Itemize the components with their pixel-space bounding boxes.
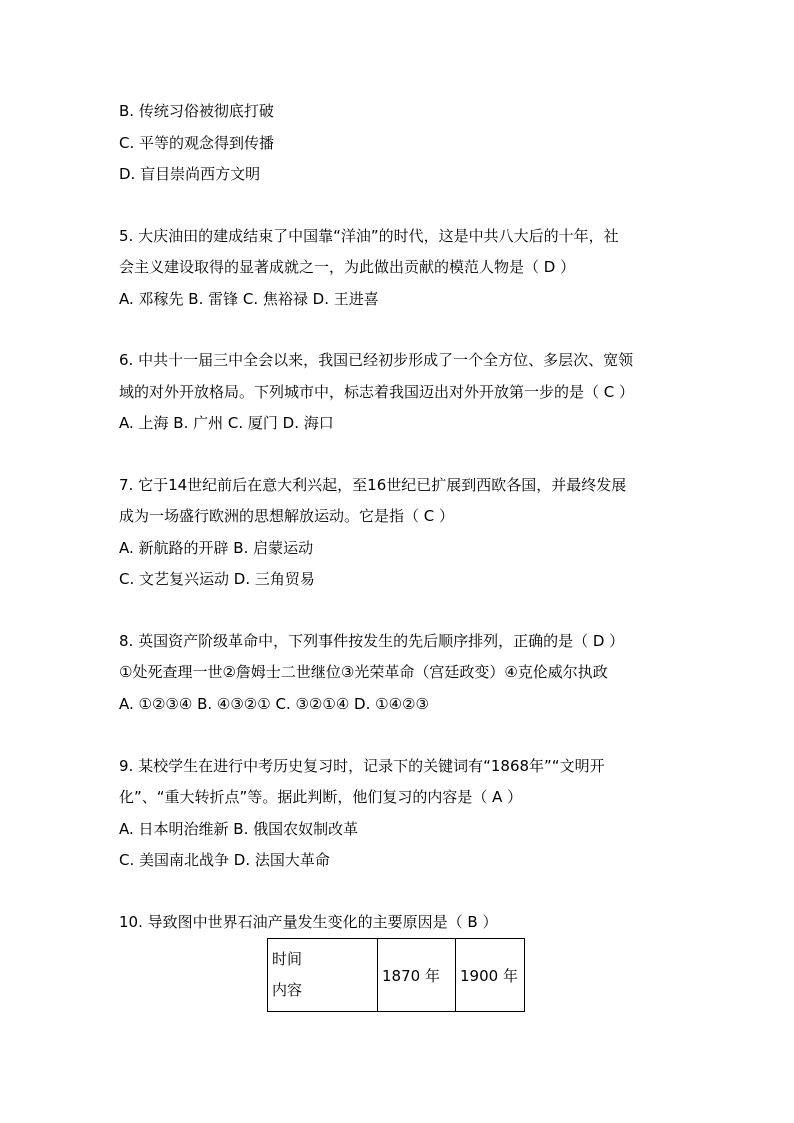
q9-options-line-2: C. 美国南北战争 D. 法国大革命 [119, 851, 330, 869]
q10-stem: 10. 导致图中世界石油产量发生变化的主要原因是（ B ） [119, 913, 498, 931]
q8-stem-line-1: 8. 英国资产阶级革命中，下列事件按发生的先后顺序排列，正确的是（ D ） [119, 632, 625, 650]
q7-options-line-1: A. 新航路的开辟 B. 启蒙运动 [119, 539, 314, 557]
q6-stem-line-1: 6. 中共十一届三中全会以来，我国已经初步形成了一个全方位、多层次、宽领 [119, 351, 634, 369]
table-cell-1900: 1900 年 [456, 939, 525, 1012]
q9-stem-line-2: 化”、“重大转折点”等。据此判断，他们复习的内容是（ A ） [119, 788, 523, 806]
q10-data-table [267, 938, 525, 1012]
q7-options-line-2: C. 文艺复兴运动 D. 三角贸易 [119, 570, 315, 588]
header-content-label: 内容 [272, 981, 303, 999]
q8-options: A. ①②③④ B. ④③②① C. ③②①④ D. ①④②③ [119, 695, 429, 713]
header-time-label: 时间 [272, 950, 303, 968]
q9-stem-line-1: 9. 某校学生在进行中考历史复习时，记录下的关键词有“1868年”“文明开 [119, 757, 605, 775]
table-header-cell [268, 939, 378, 1012]
q5-options: A. 邓稼先 B. 雷锋 C. 焦裕禄 D. 王进喜 [119, 290, 379, 308]
q6-options: A. 上海 B. 广州 C. 厦门 D. 海口 [119, 414, 334, 432]
q7-stem-line-2: 成为一场盛行欧洲的思想解放运动。它是指（ C ） [119, 507, 455, 525]
q4-option-c: C. 平等的观念得到传播 [119, 134, 275, 152]
q9-options-line-1: A. 日本明治维新 B. 俄国农奴制改革 [119, 820, 359, 838]
q8-stem-line-2: ①处死查理一世②詹姆士二世继位③光荣革命（宫廷政变）④克伦威尔执政 [119, 663, 608, 681]
q4-option-d: D. 盲目崇尚西方文明 [119, 165, 261, 183]
q5-stem-line-2: 会主义建设取得的显著成就之一，为此做出贡献的模范人物是（ D ） [119, 258, 576, 276]
q7-stem-line-1: 7. 它于14世纪前后在意大利兴起，至16世纪已扩展到西欧各国，并最终发展 [119, 476, 627, 494]
q6-stem-line-2: 域的对外开放格局。下列城市中，标志着我国迈出对外开放第一步的是（ C ） [119, 383, 635, 401]
q5-stem-line-1: 5. 大庆油田的建成结束了中国靠“洋油”的时代，这是中共八大后的十年，社 [119, 227, 619, 245]
table-cell-1870: 1870 年 [378, 939, 456, 1012]
q4-option-b: B. 传统习俗被彻底打破 [119, 102, 274, 120]
table-row [268, 939, 525, 1012]
